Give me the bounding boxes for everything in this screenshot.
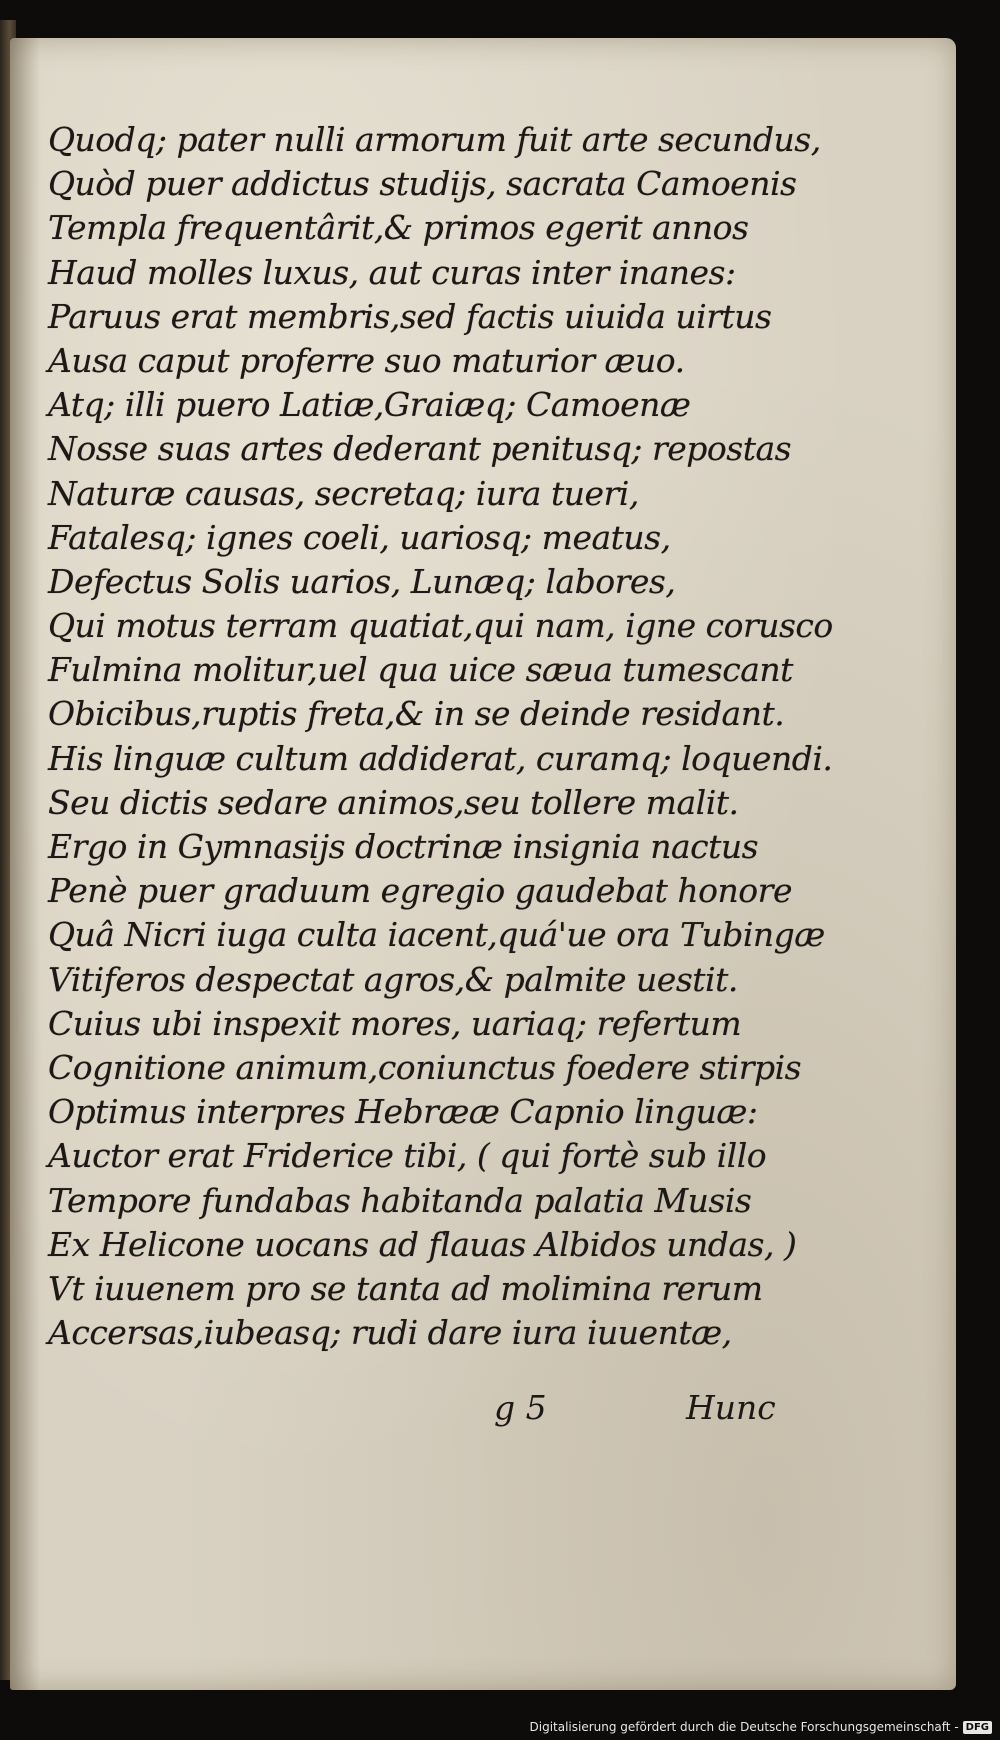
verse-line: Auctor erat Friderice tibi, ( qui fortè sub illo — [48, 1136, 767, 1176]
verse-line: Quodq; pater nulli armorum fuit arte secundus, — [48, 120, 821, 159]
verse-line: Quâ Nicri iuga culta iacent,quá'ue ora Tubingæ — [48, 915, 825, 955]
verse-line: Cuius ubi inspexit mores, uariaq; refertum — [48, 1003, 742, 1043]
page-footer-row — [10, 1388, 956, 1434]
book-page — [10, 38, 956, 1690]
verse-line: Fulmina molitur,uel qua uice sæua tumescant — [48, 650, 793, 690]
verse-line: Ausa caput proferre suo maturior æuo. — [48, 340, 685, 380]
verse-line: Accersas,iubeasq; rudi dare iura iuuentæ, — [48, 1313, 732, 1353]
page-gutter-shadow — [10, 38, 40, 1690]
verse-line: Qui motus terram quatiat,qui nam, igne corusco — [48, 606, 833, 646]
verse-line: Fatalesq; ignes coeli, uariosq; meatus, — [48, 517, 671, 557]
credit-text: Digitalisierung gefördert durch die Deutsche Forschungsgemeinschaft - — [529, 1720, 959, 1734]
verse-line: Seu dictis sedare animos,seu tollere malit. — [48, 782, 739, 822]
verse-line: Defectus Solis uarios, Lunæq; labores, — [48, 561, 676, 601]
verse-line: Paruus erat membris,sed factis uiuida uirtus — [48, 296, 772, 336]
catchword: Hunc — [686, 1388, 776, 1427]
signature-mark: g 5 — [494, 1388, 547, 1427]
dfg-logo: DFG — [963, 1721, 992, 1734]
verse-line: Nosse suas artes dederant penitusq; repostas — [48, 429, 792, 469]
verse-line: Haud molles luxus, aut curas inter inanes: — [48, 252, 736, 292]
verse-line: Penè puer graduum egregio gaudebat honore — [48, 871, 792, 911]
verse-line: Tempore fundabas habitanda palatia Musis — [48, 1180, 752, 1220]
verse-text-block — [48, 118, 908, 1355]
verse-line: Vitiferos despectat agros,& palmite uestit. — [48, 959, 738, 999]
verse-line: His linguæ cultum addiderat, curamq; loquendi. — [48, 738, 833, 778]
verse-line: Vt iuuenem pro se tanta ad molimina rerum — [48, 1268, 763, 1308]
verse-line: Naturæ causas, secretaq; iura tueri, — [48, 473, 639, 513]
verse-line: Templa frequentârit,& primos egerit annos — [48, 208, 749, 248]
verse-line: Atq; illi puero Latiæ,Graiæq; Camoenæ — [48, 385, 691, 425]
verse-line: Optimus interpres Hebrææ Capnio linguæ: — [48, 1092, 758, 1132]
verse-line: Obicibus,ruptis freta,& in se deinde residant. — [48, 694, 785, 734]
verse-line: Ex Helicone uocans ad flauas Albidos undas, ) — [48, 1224, 797, 1264]
verse-line: Quòd puer addictus studijs, sacrata Camoenis — [48, 164, 797, 204]
verse-line: Ergo in Gymnasijs doctrinæ insignia nactus — [48, 827, 759, 866]
verse-line: Cognitione animum,coniunctus foedere stirpis — [48, 1047, 802, 1087]
digitization-credit — [530, 1720, 993, 1734]
